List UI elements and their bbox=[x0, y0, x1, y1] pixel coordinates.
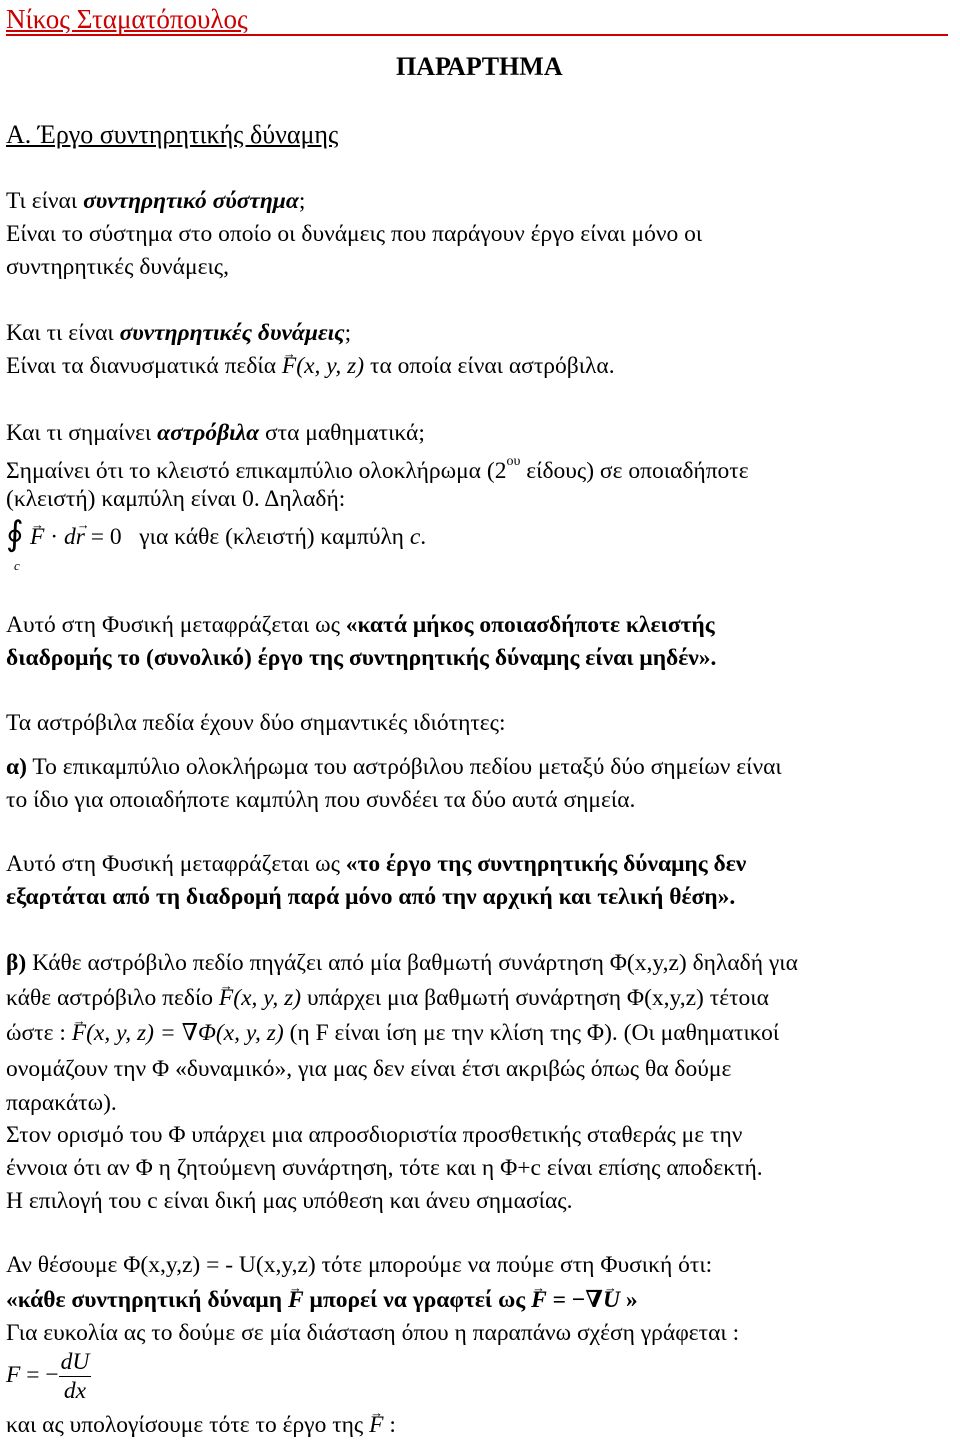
physics-statement: Αυτό στη Φυσική μεταφράζεται ως «κατά μήκος οποιασδήποτε κλειστής bbox=[6, 612, 715, 638]
physics-statement: εξαρτάται από τη διαδρομή παρά μόνο από την αρχική και τελική θέση». bbox=[6, 884, 736, 910]
question-irrotational: Και τι σημαίνει αστρόβιλα στα μαθηματικά; bbox=[6, 420, 425, 446]
property-b: κάθε αστρόβιλο πεδίο → F(x, y, z) υπάρχει μια βαθμωτή συνάρτηση Φ(x,y,z) τέτοια bbox=[6, 983, 769, 1013]
vector-F: → F bbox=[369, 1410, 383, 1440]
constant-remark: Στον ορισμό του Φ υπάρχει μια απροσδιοριστία προσθετικής σταθεράς με την bbox=[6, 1122, 743, 1148]
constant-remark: Η επιλογή του c είναι δική μας υπόθεση και άνευ σημασίας. bbox=[6, 1188, 573, 1214]
constant-remark: έννοια ότι αν Φ η ζητούμενη συνάρτηση, τότε και η Φ+c είναι επίσης αποδεκτή. bbox=[6, 1155, 763, 1181]
answer-line: Είναι το σύστημα στο οποίο οι δυνάμεις που παράγουν έργο είναι μόνο οι bbox=[6, 221, 703, 247]
work-intro: και ας υπολογίσουμε τότε το έργο της → F : bbox=[6, 1410, 396, 1440]
appendix-title: ΠΑΡΑΡΤΗΜΑ bbox=[396, 52, 563, 81]
question-conservative-system: Τι είναι συντηρητικό σύστημα; bbox=[6, 188, 306, 214]
property-b: β) Κάθε αστρόβιλο πεδίο πηγάζει από μία βαθμωτή συνάρτηση Φ(x,y,z) δηλαδή για bbox=[6, 950, 798, 976]
header-rule bbox=[6, 34, 948, 36]
physics-statement: Αυτό στη Φυσική μεταφράζεται ως «το έργο της συντηρητικής δύναμης δεν bbox=[6, 851, 747, 877]
integral-subscript: c bbox=[14, 558, 20, 573]
term-conservative-forces: συντηρητικές δυνάμεις bbox=[119, 320, 345, 346]
contour-integral-symbol: ∮ bbox=[6, 516, 24, 553]
potential-definition: Αν θέσουμε Φ(x,y,z) = - U(x,y,z) τότε μπορούμε να πούμε στη Φυσική ότι: bbox=[6, 1252, 713, 1278]
question-conservative-forces: Και τι είναι συντηρητικές δυνάμεις; bbox=[6, 320, 352, 346]
vector-F: → F bbox=[219, 983, 233, 1013]
vector-r: → r bbox=[76, 522, 85, 552]
closed-line-integral: ∮ c → F · d→ r = 0 για κάθε (κλειστή) καμπύλη c. bbox=[6, 514, 606, 574]
fraction-dU-dx: $\frac{dU}{dx}$ bbox=[60, 1349, 90, 1404]
answer-line: συντηρητικές δυνάμεις, bbox=[6, 254, 229, 280]
potential-statement: «κάθε συντηρητική δύναμη → F μπορεί να γραφτεί ως → F = −∇→ U » bbox=[6, 1285, 638, 1315]
answer-line: (κλειστή) καμπύλη είναι 0. Δηλαδή: bbox=[6, 486, 346, 512]
author-name: Νίκος Σταματόπουλος bbox=[6, 4, 248, 34]
vector-U: → U bbox=[603, 1285, 620, 1315]
section-title: Α. Έργο συντηρητικής δύναμης bbox=[6, 120, 339, 149]
property-b: ονομάζουν την Φ «δυναμικό», για μας δεν είναι έτσι ακριβώς όπως θα δούμε bbox=[6, 1056, 732, 1082]
property-a: το ίδιο για οποιαδήποτε καμπύλη που συνδέει τα δύο αυτά σημεία. bbox=[6, 787, 636, 813]
property-a: α) Το επικαμπύλιο ολοκλήρωμα του αστρόβιλου πεδίου μεταξύ δύο σημείων είναι bbox=[6, 754, 782, 780]
vector-F: → F bbox=[531, 1285, 547, 1315]
property-b: ώστε : → F(x, y, z) = ∇Φ(x, y, z) (η F είναι ίση με την κλίση της Φ). (Οι μαθηματικοί bbox=[6, 1018, 779, 1048]
property-b: παρακάτω). bbox=[6, 1090, 117, 1116]
derivative-equation: F = − $\frac{dU}{dx}$ bbox=[6, 1349, 90, 1404]
term-conservative-system: συντηρητικό σύστημα bbox=[83, 188, 299, 214]
physics-statement: διαδρομής το (συνολικό) έργο της συντηρητικής δύναμης είναι μηδέν». bbox=[6, 645, 717, 671]
vector-F: → F bbox=[72, 1018, 86, 1048]
vector-F: → F bbox=[282, 351, 296, 381]
vector-F: → F bbox=[30, 522, 44, 552]
properties-intro: Τα αστρόβιλα πεδία έχουν δύο σημαντικές ιδιότητες: bbox=[6, 710, 506, 736]
one-dimension-remark: Για ευκολία ας το δούμε σε μία διάσταση όπου η παραπάνω σχέση γράφεται : bbox=[6, 1320, 740, 1346]
vector-F: → F bbox=[288, 1285, 304, 1315]
term-irrotational: αστρόβιλα bbox=[157, 420, 260, 446]
answer-line: Σημαίνει ότι το κλειστό επικαμπύλιο ολοκλήρωμα ($2^{o\upsilon}$ είδους) σε οποιαδήποτε bbox=[6, 454, 749, 484]
answer-vector-fields: Είναι τα διανυσματικά πεδία → F(x, y, z) τα οποία είναι αστρόβιλα. bbox=[6, 351, 615, 381]
